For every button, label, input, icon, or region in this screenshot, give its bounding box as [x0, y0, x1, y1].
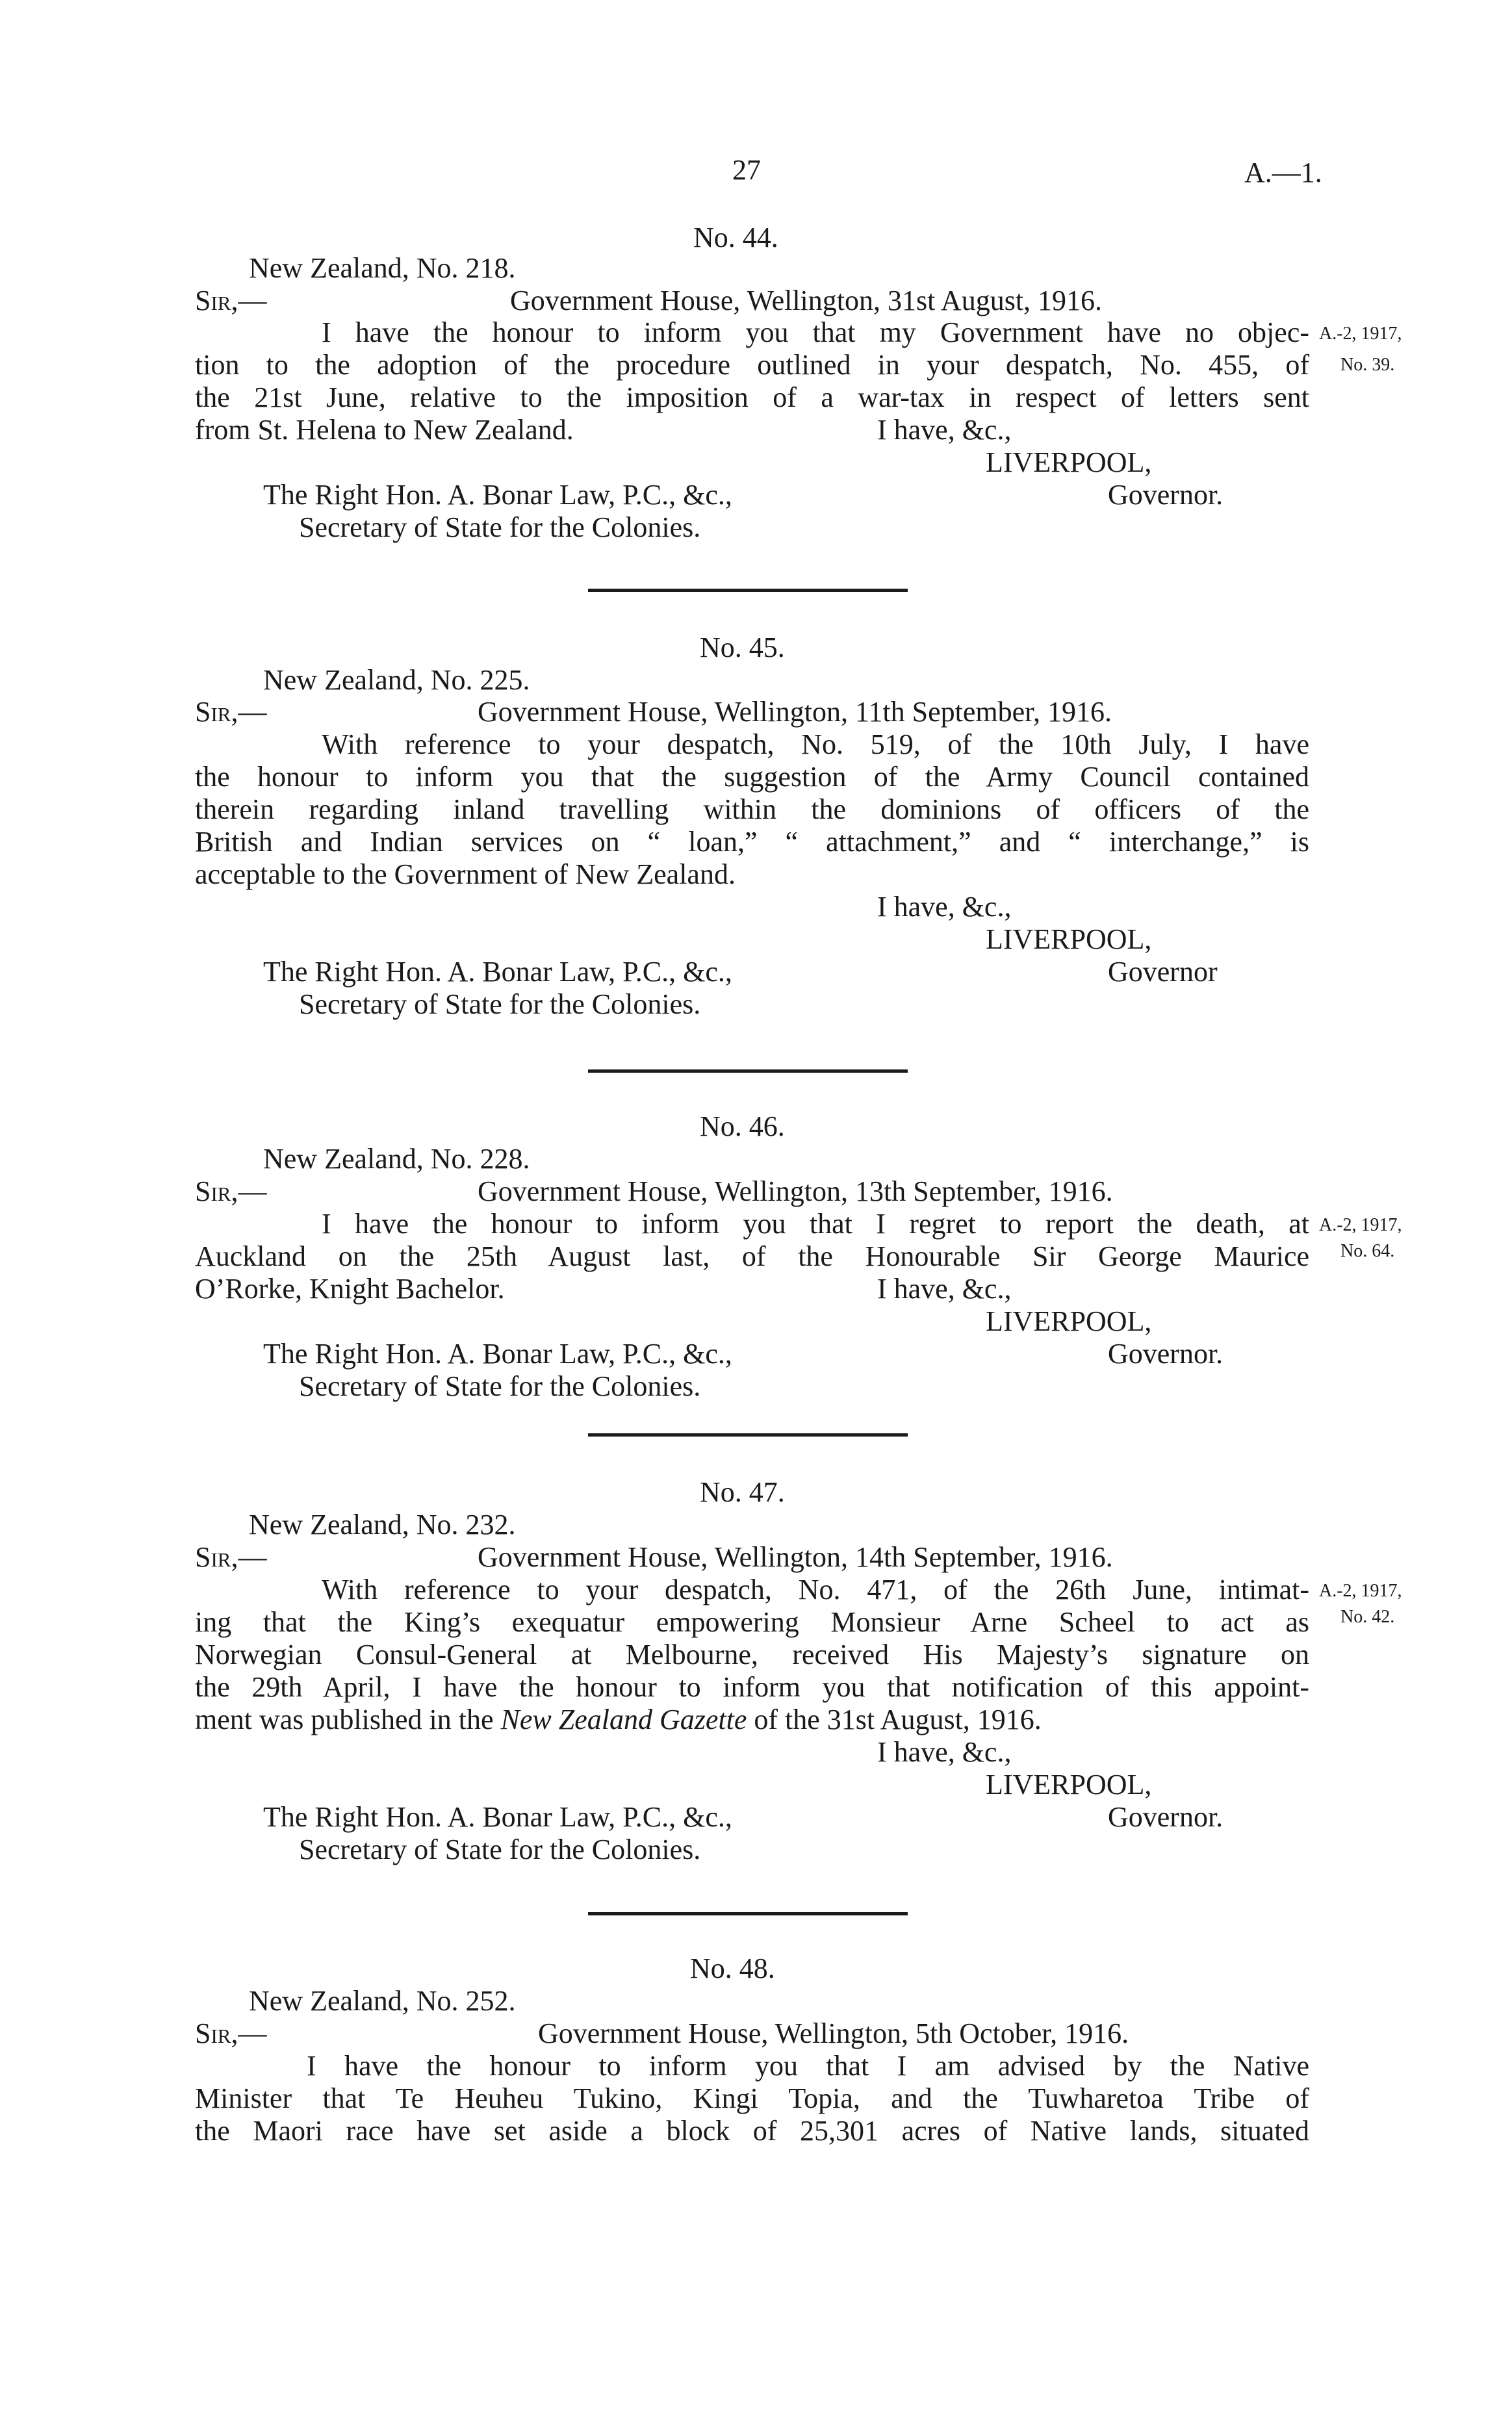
- signatory: LIVERPOOL,: [986, 1769, 1152, 1800]
- signatory: LIVERPOOL,: [986, 446, 1152, 478]
- body-line: therein regarding inland travelling within the dominions of officers of the: [195, 793, 1309, 825]
- salutation: Sir,—: [195, 696, 267, 728]
- addressee: The Right Hon. A. Bonar Law, P.C., &c.,: [263, 1801, 732, 1833]
- body-line: from St. Helena to New Zealand.: [195, 414, 574, 446]
- addressee-office: Secretary of State for the Colonies.: [299, 511, 701, 543]
- signatory: LIVERPOOL,: [986, 923, 1152, 955]
- margin-number: No. 39.: [1340, 355, 1395, 375]
- salutation: Sir,—: [195, 2017, 267, 2049]
- body-line: Norwegian Consul-General at Melbourne, received His Majesty’s signature on: [195, 1639, 1309, 1670]
- margin-reference: A.-2, 1917,: [1319, 324, 1402, 344]
- addressee-office: Secretary of State for the Colonies.: [299, 1370, 701, 1402]
- section-rule: [588, 589, 908, 592]
- place-date: Government House, Wellington, 11th September, 1916.: [478, 696, 1112, 728]
- body-line: the honour to inform you that the suggestion of the Army Council contained: [195, 761, 1309, 793]
- despatch-number: No. 44.: [693, 222, 778, 253]
- governor-title: Governor.: [1108, 1801, 1224, 1833]
- body-line: ment was published in the New Zealand Gazette of the 31st August, 1916.: [195, 1704, 1042, 1735]
- body-line: tion to the adoption of the procedure outlined in your despatch, No. 455, of: [195, 349, 1309, 381]
- nz-reference: New Zealand, No. 232.: [249, 1509, 516, 1541]
- body-line: With reference to your despatch, No. 519, of the 10th July, I have: [322, 728, 1309, 760]
- nz-reference: New Zealand, No. 218.: [249, 252, 516, 284]
- margin-reference: A.-2, 1917,: [1319, 1215, 1402, 1235]
- signatory: LIVERPOOL,: [986, 1305, 1152, 1337]
- body-line: the Maori race have set aside a block of 25,301 acres of Native lands, situated: [195, 2115, 1309, 2147]
- closing-i-have: I have, &c.,: [877, 414, 1012, 446]
- despatch-number: No. 46.: [700, 1110, 785, 1142]
- nz-reference: New Zealand, No. 228.: [263, 1143, 530, 1175]
- body-line: acceptable to the Government of New Zealand.: [195, 858, 736, 890]
- place-date: Government House, Wellington, 5th October, 1916.: [538, 2017, 1129, 2049]
- body-line: I have the honour to inform you that I regret to report the death, at: [322, 1208, 1309, 1240]
- section-rule: [588, 1433, 908, 1437]
- addressee-office: Secretary of State for the Colonies.: [299, 1834, 701, 1865]
- body-line: Auckland on the 25th August last, of the Honourable Sir George Maurice: [195, 1240, 1309, 1272]
- body-line: I have the honour to inform you that I am advised by the Native: [307, 2050, 1309, 2082]
- despatch-number: No. 45.: [700, 632, 785, 663]
- section-rule: [588, 1912, 908, 1915]
- body-line: ing that the King’s exequatur empowering Monsieur Arne Scheel to act as: [195, 1606, 1309, 1638]
- governor-title: Governor.: [1108, 479, 1224, 511]
- addressee-office: Secretary of State for the Colonies.: [299, 988, 701, 1020]
- place-date: Government House, Wellington, 31st August, 1916.: [510, 285, 1103, 316]
- margin-number: No. 42.: [1340, 1607, 1395, 1627]
- closing-i-have: I have, &c.,: [877, 1273, 1012, 1305]
- margin-reference: A.-2, 1917,: [1319, 1581, 1402, 1601]
- closing-i-have: I have, &c.,: [877, 891, 1012, 923]
- despatch-number: No. 48.: [690, 1952, 775, 1984]
- series-reference: A.—1.: [1244, 157, 1322, 188]
- section-rule: [588, 1069, 908, 1073]
- addressee: The Right Hon. A. Bonar Law, P.C., &c.,: [263, 479, 732, 511]
- despatch-number: No. 47.: [700, 1476, 785, 1508]
- closing-i-have: I have, &c.,: [877, 1736, 1012, 1768]
- page-number: 27: [732, 154, 761, 186]
- body-line: With reference to your despatch, No. 471, of the 26th June, intimat-: [322, 1574, 1309, 1605]
- salutation: Sir,—: [195, 285, 267, 316]
- gazette-title: New Zealand Gazette: [500, 1704, 747, 1735]
- place-date: Government House, Wellington, 14th September, 1916.: [478, 1541, 1113, 1573]
- governor-title: Governor: [1108, 956, 1218, 988]
- place-date: Government House, Wellington, 13th September, 1916.: [478, 1175, 1113, 1207]
- nz-reference: New Zealand, No. 225.: [263, 664, 530, 696]
- margin-number: No. 64.: [1340, 1241, 1395, 1261]
- body-line: the 29th April, I have the honour to inform you that notification of this appoint-: [195, 1671, 1309, 1703]
- body-line: the 21st June, relative to the imposition of a war-tax in respect of letters sent: [195, 381, 1309, 413]
- body-line: I have the honour to inform you that my Government have no objec-: [322, 316, 1309, 348]
- addressee: The Right Hon. A. Bonar Law, P.C., &c.,: [263, 1338, 732, 1370]
- body-line: O’Rorke, Knight Bachelor.: [195, 1273, 505, 1305]
- salutation: Sir,—: [195, 1541, 267, 1573]
- body-line: British and Indian services on “ loan,” “ attachment,” and “ interchange,” is: [195, 826, 1309, 858]
- nz-reference: New Zealand, No. 252.: [249, 1985, 516, 2017]
- body-line: Minister that Te Heuheu Tukino, Kingi Topia, and the Tuwharetoa Tribe of: [195, 2082, 1309, 2114]
- addressee: The Right Hon. A. Bonar Law, P.C., &c.,: [263, 956, 732, 988]
- salutation: Sir,—: [195, 1175, 267, 1207]
- governor-title: Governor.: [1108, 1338, 1224, 1370]
